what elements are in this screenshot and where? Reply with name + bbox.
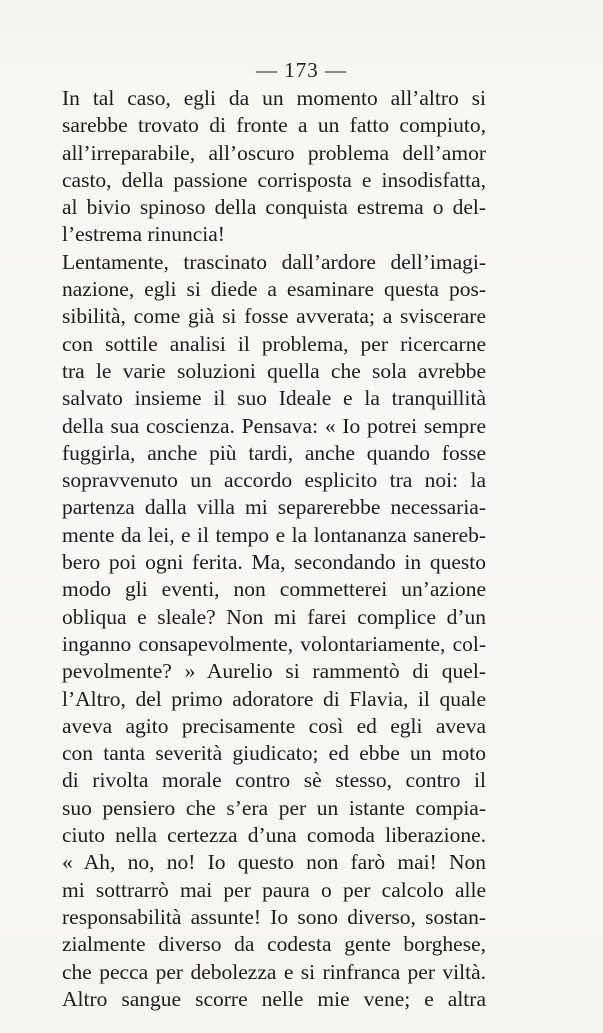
text-line: al bivio spinoso della conquista estrema o del- [62,195,486,220]
text-line: partenza dalla villa mi separerebbe necessaria- [62,495,486,520]
text-line: In tal caso, egli da un momento all’altro si [62,86,486,110]
text-line: l’Altro, del primo adoratore di Flavia, il quale [62,686,486,711]
text-line: aveva agito precisamente così ed egli aveva [62,713,486,738]
text-line: casto, della passione corrisposta e insodisfatta, [62,167,486,192]
text-line: bero poi ogni ferita. Ma, secondando in questo [62,550,486,575]
text-line: pevolmente? » Aurelio si rammentò di quel- [62,659,486,684]
text-line: sopravvenuto un accordo esplicito tra noi: la [62,468,486,493]
text-line: nazione, egli si diede a esaminare questa pos- [62,277,486,302]
text-line: tra le varie soluzioni quella che sola avrebbe [62,358,486,383]
text-line: fuggirla, anche più tardi, anche quando fosse [62,440,486,465]
text-line: sarebbe trovato di fronte a un fatto compiuto, [62,113,486,138]
text-line: inganno consapevolmente, volontariamente, col- [62,631,486,656]
text-line: « Ah, no, no! Io questo non farò mai! Non [62,850,486,875]
body-text [62,85,486,1013]
text-line: sibilità, come già si fosse avverata; a sviscerare [62,304,486,329]
text-line: l’estrema rinuncia! [62,222,225,247]
text-line: di rivolta morale contro sè stesso, contro il [62,768,486,793]
text-line: responsabilità assunte! Io sono diverso, sostan- [62,904,486,929]
text-line: ciuto nella certezza d’una comoda liberazione. [62,823,486,848]
text-line: all’irreparabile, all’oscuro problema dell’amor [62,140,486,165]
text-line: salvato insieme il suo Ideale e la tranquillità [62,386,486,411]
text-line: della sua coscienza. Pensava: « Io potrei sempre [62,413,486,438]
text-line: modo gli eventi, non commetterei un’azione [62,577,486,602]
text-line: zialmente diverso da codesta gente borghese, [62,932,486,957]
text-line: mente da lei, e il tempo e la lontananza sanereb- [62,522,486,547]
text-line: che pecca per debolezza e si rinfranca per viltà. [62,959,486,984]
text-line: con tanta severità giudicato; ed ebbe un moto [62,741,486,766]
text-line: con sottile analisi il problema, per ricercarne [62,331,486,356]
text-line: mi sottrarrò mai per paura o per calcolo alle [62,877,486,902]
text-line: obliqua e sleale? Non mi farei complice d’un [62,604,486,629]
text-line: Altro sangue scorre nelle mie vene; e altra [62,986,486,1011]
text-line: suo pensiero che s’era per un istante compia- [62,795,486,820]
text-line: Lentamente, trascinato dall’ardore dell’imagi- [62,249,486,274]
page-number: — 173 — [256,58,347,82]
